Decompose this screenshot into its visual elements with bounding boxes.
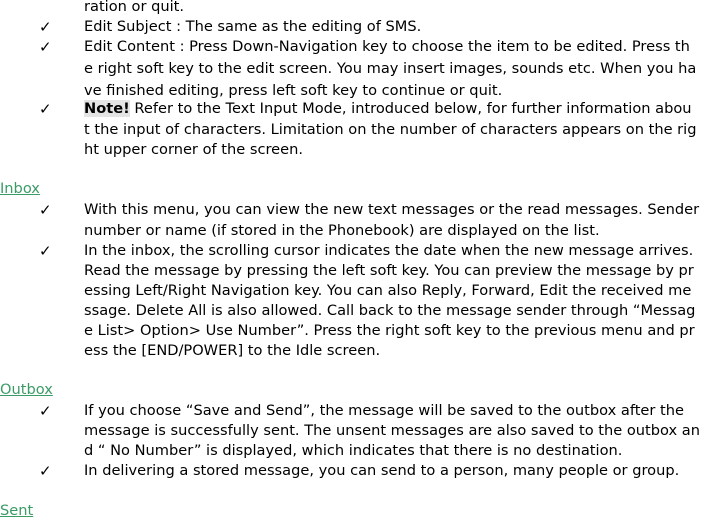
inbox-item-text: With this menu, you can view the new text messages or the read messages. Sender <box>84 201 700 218</box>
note-label: Note! <box>84 100 130 117</box>
checkmark-icon: ✓ <box>39 100 52 118</box>
inbox-item-text: essing Left/Right Navigation key. You can also Reply, Forward, Edit the received me <box>84 282 692 299</box>
inbox-item-text: e List> Option> Use Number”. Press the right soft key to the previous menu and pr <box>84 322 695 339</box>
outbox-item-text: In delivering a stored message, you can send to a person, many people or group. <box>84 462 680 479</box>
inbox-item-text: ess the [END/POWER] to the Idle screen. <box>84 342 381 359</box>
checkmark-icon: ✓ <box>39 242 52 260</box>
edit-content-text: ve finished editing, press left soft key to continue or quit. <box>84 82 503 99</box>
inbox-item-text: In the inbox, the scrolling cursor indicates the date when the new message arrives. <box>84 242 694 259</box>
note-paragraph <box>84 99 703 119</box>
checkmark-icon: ✓ <box>39 18 52 36</box>
outbox-item-text: If you choose “Save and Send”, the message will be saved to the outbox after the <box>84 402 685 419</box>
edit-content-text: e right soft key to the edit screen. You may insert images, sounds etc. When you ha <box>84 60 697 77</box>
outbox-item-text: message is successfully sent. The unsent messages are also saved to the outbox an <box>84 422 700 439</box>
outbox-item-text: d “ No Number” is displayed, which indicates that there is no destination. <box>84 442 623 459</box>
note-text: ht upper corner of the screen. <box>84 141 304 158</box>
edit-subject-text: Edit Subject : The same as the editing of SMS. <box>84 18 422 35</box>
note-text: t the input of characters. Limitation on the number of characters appears on the rig <box>84 121 697 138</box>
inbox-heading: Inbox <box>0 180 40 197</box>
note-text: Refer to the Text Input Mode, introduced below, for further information abou <box>129 100 692 117</box>
sent-heading: Sent <box>0 502 34 519</box>
inbox-item-text: ssage. Delete All is also allowed. Call back to the message sender through “Messag <box>84 302 696 319</box>
checkmark-icon: ✓ <box>39 462 52 480</box>
checkmark-icon: ✓ <box>39 201 52 219</box>
outbox-heading: Outbox <box>0 381 53 398</box>
checkmark-icon: ✓ <box>39 38 52 56</box>
continuation-text: ration or quit. <box>84 0 185 15</box>
inbox-item-text: Read the message by pressing the left soft key. You can preview the message by pr <box>84 262 694 279</box>
checkmark-icon: ✓ <box>39 402 52 420</box>
edit-content-text: Edit Content : Press Down-Navigation key to choose the item to be edited. Press th <box>84 38 690 55</box>
inbox-item-text: number or name (if stored in the Phonebook) are displayed on the list. <box>84 222 600 239</box>
